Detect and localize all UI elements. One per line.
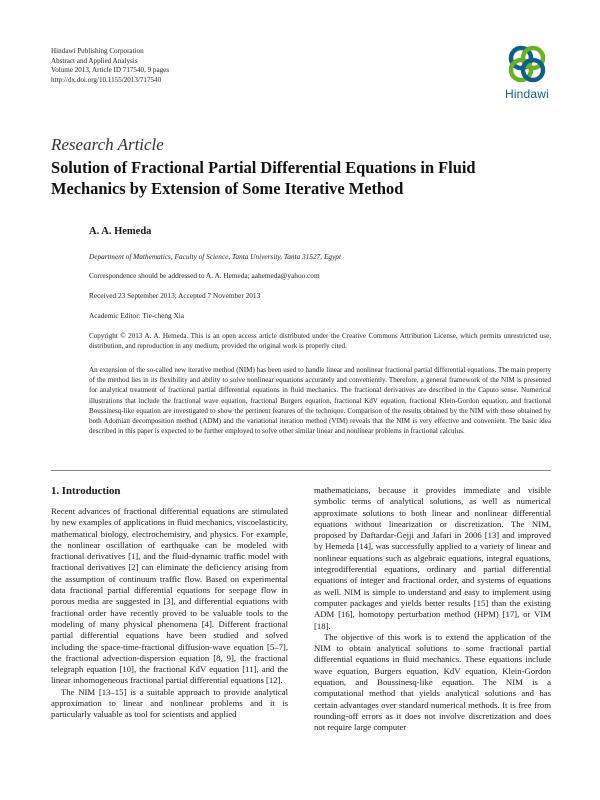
publication-info <box>51 47 169 86</box>
volume-info: Volume 2013, Article ID 717540, 9 pages <box>51 66 170 75</box>
academic-editor: Academic Editor: Tie-cheng Xia <box>89 311 185 320</box>
body-paragraph: The NIM [13–15] is a suitable approach to provide analytical approximation to linear and nonlinear problems and it is particularly valuable as tool for scientists and applied <box>51 686 288 720</box>
hindawi-rings-icon <box>497 40 557 86</box>
body-paragraph: Recent advances of fractional differential equations are stimulated by new examples of applications in fluid mechanics, viscoelasticity, mathematical biology, electrochemistry, and physics. For example, the nonlinear oscillation of earthquake can be modeled with fractional derivatives [1], and the fluid-dynamic traffic model with fractional derivatives [2] can eliminate the deficiency arising from the assumption of continuum traffic flow. Based on experimental data fractional partial differential equations for seepage flow in porous media are suggested in [3], and differential equations with fractional order have recently proved to be valuable tools to the modeling of many physical phenomena [4]. Different fractional partial differential equations have been studied and solved including the space-time-fractional diffusion-wave equation [5–7], the fractional advection-dispersion equation [8, 9], the fractional telegraph equation [10], the fractional KdV equation [11], and the linear inhomogeneous fractional partial differential equations [12]. <box>51 506 288 686</box>
hindawi-logo <box>497 40 557 106</box>
author-name: A. A. Hemeda <box>89 226 152 237</box>
body-paragraph: mathematicians, because it provides immediate and visible symbolic terms of analytical solutions, as well as numerical approximate solutions to both linear and nonlinear differential equations without linearization or discretization. The NIM, proposed by Daftardar-Gejji and Jafari in 2006 [13] and improved by Hemeda [14], was successfully applied to a variety of linear and nonlinear equations such as algebraic equations, integral equations, integrodifferential equations, ordinary and partial differential equations of integer and fractional order, and systems of equations as well. NIM is simple to understand and easy to implement using computer packages and yields better results [15] than the existing ADM [16], homotopy perturbation method (HPM) [17], or VIM [18]. <box>314 485 551 631</box>
body-paragraph: The objective of this work is to extend the application of the NIM to obtain analytical solutions to some fractional partial differential equations in fluid mechanics. These equations include wave equation, Burgers equation, KdV equation, Klein-Gordon equation, and Boussinesq-like equation. The NIM is a computational method that yields analytical solutions and has certain advantages over standard numerical methods. It is free from rounding-off errors as it does not involve discretization and does not require large computer <box>314 631 551 733</box>
section-divider <box>51 470 551 471</box>
affiliation: Department of Mathematics, Faculty of Science, Tanta University, Tanta 31527, Egypt <box>89 252 341 261</box>
publisher-name: Hindawi Publishing Corporation <box>51 47 144 55</box>
right-column <box>314 485 551 734</box>
logo-wordmark: Hindawi <box>504 87 550 101</box>
article-title: Solution of Fractional Partial Differential Equations in Fluid Mechanics by Extension of Some Iterative Method <box>51 158 476 198</box>
section-heading: 1. Introduction <box>51 485 121 497</box>
abstract-text: An extension of the so-called new iterative method (NIM) has been used to handle linear and nonlinear fractional partial differential equations. The main property of the method lies in its flexibility and ability to solve nonlinear equations accurately and conveniently. Therefore, a general framework of the NIM is presented for analytical treatment of fractional partial differential equations in fluid mechanics. The fractional derivatives are described in the Caputo sense. Numerical illustrations that include the fractional wave equation, fractional Burgers equation, fractional KdV equation, fractional Klein-Gordon equation, and fractional Boussinesq-like equation are investigated to show the pertinent features of the technique. Comparison of the results obtained by the NIM with those obtained by both Adomian decomposition method (ADM) and the variational iteration method (VIM) reveals that the NIM is very effective and convenient. The basic idea described in this paper is expected to be further employed to solve other similar linear and nonlinear problems in fractional calculus. <box>89 366 551 436</box>
correspondence: Correspondence should be addressed to A. A. Hemeda; aahemeda@yahoo.com <box>89 271 320 280</box>
left-column <box>51 485 288 721</box>
article-type: Research Article <box>51 135 164 154</box>
received-date: Received 23 September 2013; Accepted 7 November 2013 <box>89 291 261 300</box>
journal-name: Abstract and Applied Analysis <box>51 56 138 65</box>
doi-link[interactable]: http://dx.doi.org/10.1155/2013/717540 <box>51 76 162 85</box>
copyright-notice: Copyright © 2013 A. A. Hemeda. This is an open access article distributed under the Creative Commons Attribution License, which permits unrestricted use, distribution, and reproduction in any medium, provided the original work is properly cited. <box>89 332 551 350</box>
